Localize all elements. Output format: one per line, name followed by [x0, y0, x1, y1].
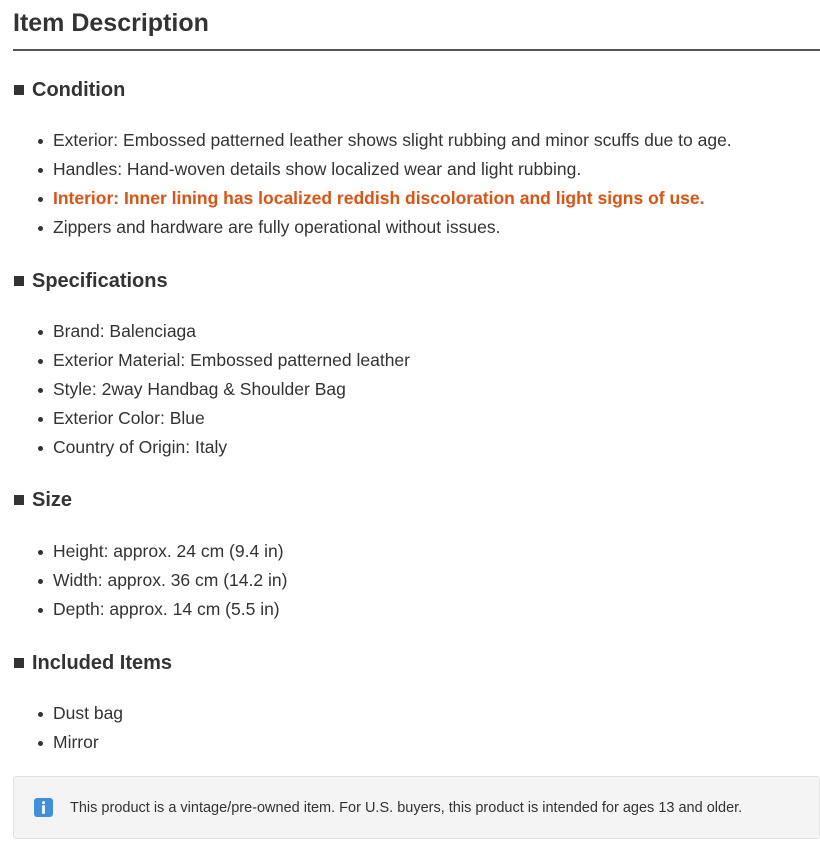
list-item: Style: 2way Handbag & Shoulder Bag [53, 375, 410, 404]
section-heading-label: Included Items [32, 652, 173, 674]
list-item-warning: Interior: Inner lining has localized reddish discoloration and light signs of use. [53, 184, 732, 213]
section-heading-label: Condition [32, 79, 126, 101]
square-bullet-icon [14, 85, 24, 95]
list-item: Country of Origin: Italy [53, 433, 410, 462]
list-item: Dust bag [53, 699, 123, 728]
list-item: Handles: Hand-woven details show localized wear and light rubbing. [53, 155, 732, 184]
section-included-items [13, 651, 820, 675]
page-title: Item Description [13, 0, 820, 51]
section-size [13, 488, 820, 512]
list-item: Exterior Color: Blue [53, 404, 410, 433]
section-heading-label: Size [32, 489, 73, 511]
list-item: Depth: approx. 14 cm (5.5 in) [53, 595, 287, 624]
section-heading-included-items [13, 651, 820, 675]
specifications-list [13, 317, 410, 462]
list-item: Exterior: Embossed patterned leather shows slight rubbing and minor scuffs due to age. [53, 126, 732, 155]
section-heading-condition [13, 78, 820, 102]
notice-text: This product is a vintage/pre-owned item. For U.S. buyers, this product is intended for ages 13 and older. [70, 799, 743, 816]
section-condition [13, 78, 820, 102]
square-bullet-icon [14, 276, 24, 286]
list-item: Exterior Material: Embossed patterned leather [53, 346, 410, 375]
square-bullet-icon [14, 658, 24, 668]
list-item: Brand: Balenciaga [53, 317, 410, 346]
included-items-list [13, 699, 123, 757]
list-item: Zippers and hardware are fully operational without issues. [53, 213, 732, 242]
age-notice [13, 776, 820, 839]
section-heading-specifications [13, 269, 820, 293]
list-item: Mirror [53, 728, 123, 757]
item-description-panel [13, 0, 820, 816]
section-heading-size [13, 488, 820, 512]
list-item: Height: approx. 24 cm (9.4 in) [53, 537, 287, 566]
list-item: Width: approx. 36 cm (14.2 in) [53, 566, 287, 595]
section-heading-label: Specifications [32, 270, 168, 292]
section-specifications [13, 269, 820, 293]
square-bullet-icon [14, 495, 24, 505]
info-icon [34, 798, 53, 817]
size-list [13, 537, 287, 624]
condition-list [13, 126, 732, 242]
